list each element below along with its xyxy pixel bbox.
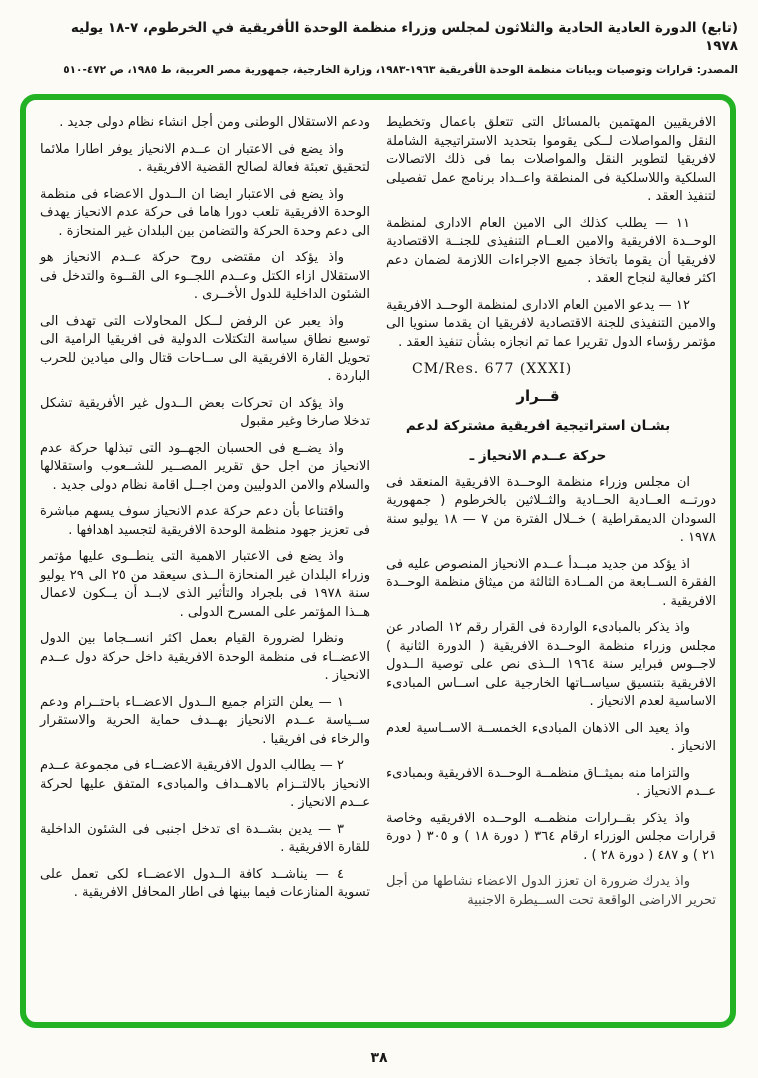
header-session-line: (تابع) الدورة العادية الحادية والثلاثون لمجلس وزراء منظمة الوحدة الأفريقية في الخرطوم، ٧-١٨ يوليه ١٩٧٨ [70, 20, 738, 54]
paragraph: ١٢ — يدعو الامين العام الادارى لمنظمة الوحــد الافريقية والامين التنفيذى للجنة الاقتصادية لافريقيا ان يقدما سنويا الى مؤتمر رؤساء الدول تقريرا عما تم انجازه بشأن تنفيذ العقد . [386, 297, 716, 350]
page-number: ٣٨ [370, 1050, 388, 1066]
decision-title: قــرار [516, 386, 560, 405]
paragraph: ٣ — يدين بشــدة اى تدخل اجنبى فى الشئون الداخلية للقارة الافريقية . [40, 821, 370, 855]
header-source-line: المصدر: قرارات وتوصيات وبيانات منظمة الوحدة الأفريقية ١٩٦٣-١٩٨٣، وزارة الخارجية، جمهورية مصر العربية، ط ١٩٨٥، ص ٤٧٢-٥١٠ [63, 64, 738, 77]
column-right [386, 114, 716, 1008]
decision-subtitle-line1: بشـان استراتيجية افريقية مشتركة لدعم [405, 418, 671, 434]
green-frame [20, 94, 736, 1028]
paragraph: واذ يضع فى الاعتبار الاهمية التى ينطــوى عليها مؤتمر وزراء البلدان غير المنحازة الــذى سيعقد من ٢٥ الى ٢٩ يوليو سنة ١٩٧٨ فى بلجراد والتأثير الذى لابــد أن يــكون لاعمال هــذا المؤتمر على المسرح الدولى . [40, 549, 371, 620]
paragraph: واذ يضع فى الاعتبار ايضا ان الــدول الاعضاء فى منظمة الوحدة الافريقية تلعب دورا هاما فى حركة عدم الانحياز يهدف الى دعم وحدة الحركة والتضامن بين البلدان غير المنحازة . [40, 186, 370, 239]
paragraph: واذ يضع فى الاعتبار ان عــدم الانحياز يوفر اطارا ملائما لتحقيق تعبئة فعالة لصالح القضية الافريقية . [40, 141, 370, 175]
paragraph: اذ يؤكد من جديد مبــدأ عــدم الانحياز المنصوص عليه فى الفقرة الســابعة من المــادة الثالثة من ميثاق منظمة الوحــدة الافريقية . [386, 556, 716, 609]
paragraph: ١ — يعلن التزام جميع الــدول الاعضــاء باحتــرام ودعم ســياسة عــدم الانحياز بهــدف حماية الحرية والاستقرار والرخاء فى افريقيا . [40, 694, 370, 747]
paragraph: الافريقيين المهتمين بالمسائل التى تتعلق باعمال وتخطيط النقل والمواصلات لــكى يقوموا بتحديد الاستراتيجية الشاملة لافريقيا لتطوير النقل والمواصلات بما فى ذلك الاتصالات السلكية واللاسلكية فى المنطقة واعــداد برنامج عمل تفصيلى لتنفيذ العقد . [386, 115, 716, 204]
paragraph: واقتناعا بأن دعم حركة عدم الانحياز سوف يسهم مباشرة فى تعزيز جهود منظمة الوحدة الافريقية لتجسيد اهدافها . [40, 504, 370, 538]
document-columns [34, 106, 722, 1016]
resolution-ref: CM/Res. 677 (XXXI) [412, 361, 573, 377]
paragraph: واذ يضــع فى الحسبان الجهــود التى تبذلها حركة عدم الانحياز من اجل حق تقرير المصــير للشــعوب واستقلالها والسلام والامن الدوليين ومن اجــل اقامة نظام دولى جديد . [40, 440, 370, 493]
paragraph: واذ يذكر بالمبادىء الواردة فى القرار رقم ١٢ الصادر عن مجلس وزراء منظمة الوحــدة الافريقية ( الدورة الثانية ) لاجــوس فبراير سنة ١٩٦٤ الــذى نص على توصية الــدول الافريقية بتنسيق سياســاتها الخارجية على اســاس المبادىء الاساسية لعدم الانحياز . [386, 620, 716, 709]
paragraph: والتزاما منه بميثــاق منظمــة الوحــدة الافريقية وبمبادىء عــدم الانحياز . [386, 765, 716, 799]
page-header [36, 20, 738, 76]
paragraph: ان مجلس وزراء منظمة الوحــدة الافريقية المنعقد فى دورتــه العــادية الحــادية والثــلاثين بالخرطوم ( جمهورية السودان الديمقراطية ) خــلال الفترة من ٧ — ١٨ يوليو سنة ١٩٧٨ . [386, 474, 716, 545]
paragraph: ٢ — يطالب الدول الافريقية الاعضــاء فى مجموعة عــدم الانحياز بالالتــزام بالاهــداف والمبادىء المتفق عليها لحركة عــدم الانحياز . [40, 758, 370, 810]
paragraph: واذ يدرك ضرورة ان تعزز الدول الاعضاء نشاطها من أجل تحرير الاراضى الواقعة تحت الســيطرة الاجنبية [386, 874, 716, 908]
paragraph: واذ يعبر عن الرفض لــكل المحاولات التى تهدف الى توسيع نطاق سياسة التكتلات الدولية فى افريقيا الرامية الى تحويل القارة الافريقية الى ســاحات قتال والى ميادين للحرب الباردة . [40, 313, 370, 384]
paragraph: واذ يذكر بقــرارات منظمــه الوحــده الافريقيه وخاصة قرارات مجلس الوزراء ارقام ٣٦٤ ( دورة ١٨ ) و ٣٠٥ ( دورة ٢١ ) و ٤٨٧ ( دورة ٢٨ ) . [386, 810, 716, 863]
paragraph: واذ يعيد الى الاذهان المبادىء الخمســة الاســاسية لعدم الانحياز . [386, 720, 716, 754]
decision-subtitle-line2: حركة عــدم الانحياز ـ [469, 448, 607, 464]
paragraph: ١١ — يطلب كذلك الى الامين العام الادارى لمنظمة الوحــدة الافريقية والامين العــام التنفيذى للجنــة الاقتصادية لافريقيا أن يقوما باتخاذ جميع الاجراءات اللازمة لضمان دعم اكثر فعالية لنجاح العقد . [386, 215, 716, 286]
paragraph: ونظرا لضرورة القيام بعمل اكثر انســجاما بين الدول الاعضــاء فى منظمة الوحدة الافريقية داخل حركة دول عــدم الانحياز . [40, 631, 370, 683]
paragraph: ودعم الاستقلال الوطنى ومن أجل انشاء نظام دولى جديد . [59, 115, 370, 130]
paragraph: ٤ — يناشــد كافة الــدول الاعضــاء لكى تعمل على تسوية المنازعات فيما بينها فى اطار المحافل الافريقية . [40, 866, 370, 900]
paragraph: واذ يؤكد ان تحركات بعض الــدول غير الأفريقية تشكل تدخلا صارخا وغير مقبول [40, 395, 370, 429]
paragraph: واذ يؤكد ان مقتضى روح حركة عــدم الانحياز هو الاستقلال ازاء الكتل وعــدم اللجــوء الى القــوة والتدخل فى الشئون الداخلية للدول الأخــرى . [40, 250, 370, 302]
column-left [40, 114, 370, 1008]
